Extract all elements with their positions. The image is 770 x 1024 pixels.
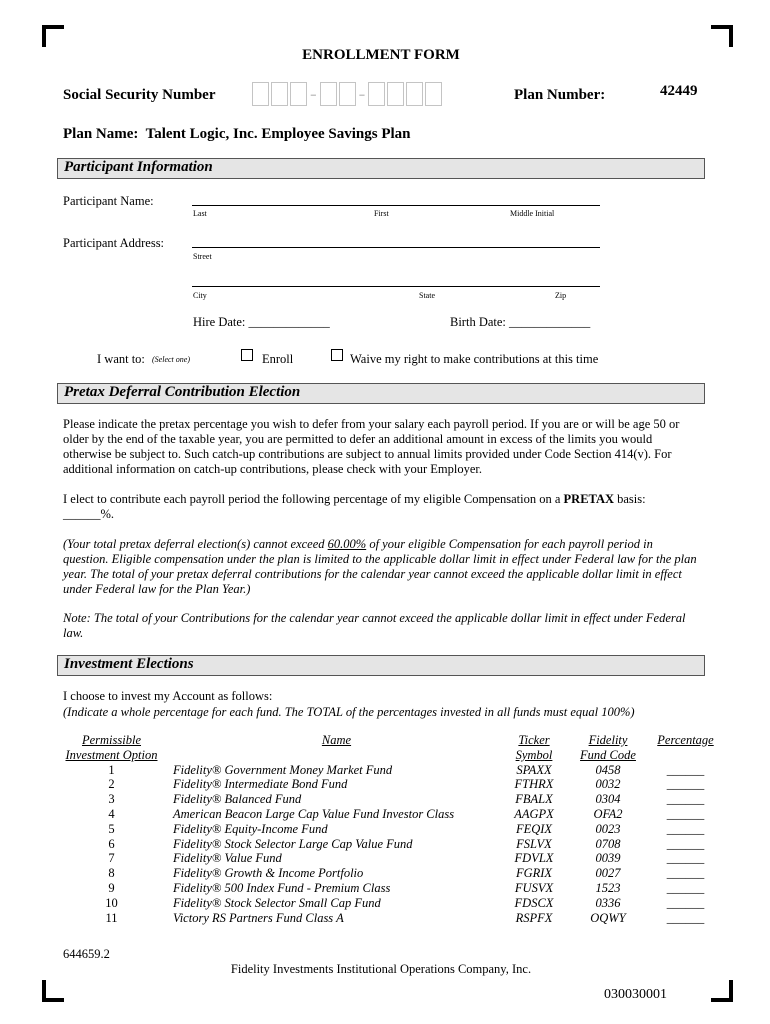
fund-percentage-blank[interactable]: ______ (666, 866, 705, 881)
participant-section-header (57, 158, 705, 179)
table-row (63, 896, 723, 911)
table-header-row-2 (63, 748, 723, 763)
plan-number-label: Plan Number: (514, 87, 606, 103)
fund-ticker: AAGPX (514, 806, 554, 821)
company-name: Fidelity Investments Institutional Operations Company, Inc. (230, 962, 532, 976)
fund-ticker: FBALX (515, 792, 553, 807)
limit-percentage: 60.00% (327, 537, 367, 551)
fund-code: 0023 (595, 821, 621, 836)
limit-text-start: (Your total pretax deferral election(s) cannot exceed (63, 537, 328, 551)
corner-mark-bottom-left (42, 980, 64, 1002)
col-ticker-header: Ticker (518, 733, 550, 747)
col-option-header-2: Investment Option (65, 747, 158, 762)
col-ticker-header-2: Symbol (515, 747, 553, 762)
fund-name: Fidelity® Value Fund (173, 851, 282, 866)
participant-name-label: Participant Name: (63, 194, 154, 208)
table-header-row (63, 733, 723, 748)
corner-mark-bottom-right (711, 980, 733, 1002)
fund-option-number: 10 (105, 895, 118, 910)
table-row (63, 822, 723, 837)
fund-code: 0458 (595, 762, 621, 777)
fund-option-number: 5 (108, 821, 115, 836)
fund-option-number: 7 (108, 851, 115, 866)
waive-label: Waive my right to make contributions at this time (350, 352, 599, 366)
election-percentage-blank[interactable]: ______%. (63, 507, 115, 521)
middle-initial-caption: Middle Initial (510, 209, 555, 218)
fund-ticker: FSLVX (516, 836, 552, 851)
fund-ticker: FGRIX (515, 866, 553, 881)
section-title: Investment Elections (64, 656, 194, 672)
fund-code: 0027 (595, 866, 621, 881)
fund-percentage-blank[interactable]: ______ (666, 821, 705, 836)
table-row (63, 777, 723, 792)
fund-name: Fidelity® 500 Index Fund - Premium Class (173, 880, 391, 895)
fund-option-number: 2 (108, 777, 115, 792)
ssn-label: Social Security Number (63, 87, 216, 103)
fund-name: Fidelity® Balanced Fund (173, 792, 302, 807)
want-to-label: I want to: (97, 352, 145, 366)
table-row (63, 763, 723, 778)
investment-section-header (57, 655, 705, 676)
select-one-hint: (Select one) (152, 355, 190, 364)
fund-code: 0304 (595, 792, 621, 807)
fund-ticker: RSPFX (515, 910, 553, 925)
state-caption: State (419, 291, 435, 300)
pretax-instructions: Please indicate the pretax percentage you wish to defer from your salary each payroll period. If you are or will be age 50 or older by the end of the taxable year, you are permitted to defer an additional amount in excess of the limits you would otherwise be subject to. Such catch-up contributions are subject to annual limits provided under Code Section 414(v). For additional information on catch-up contributions, please check with your Employer. (63, 417, 680, 476)
fund-name: Fidelity® Equity-Income Fund (173, 821, 328, 836)
fund-code: OQWY (590, 910, 626, 925)
birth-date-field[interactable]: Birth Date: _____________ (450, 315, 591, 329)
fund-percentage-blank[interactable]: ______ (666, 777, 705, 792)
fund-name: Fidelity® Stock Selector Large Cap Value Fund (173, 836, 413, 851)
investment-table (63, 733, 723, 925)
street-field[interactable] (192, 247, 600, 248)
fund-option-number: 9 (108, 880, 115, 895)
fund-option-number: 8 (108, 866, 115, 881)
fund-code: 0708 (595, 836, 621, 851)
table-row (63, 911, 723, 926)
federal-limit-note: Note: The total of your Contributions for the calendar year cannot exceed the applicable dollar limit in effect under Federal law. (63, 611, 686, 640)
participant-name-field[interactable] (192, 205, 600, 206)
fund-percentage-blank[interactable]: ______ (666, 880, 705, 895)
fund-code: 0336 (595, 895, 621, 910)
fund-percentage-blank[interactable]: ______ (666, 851, 705, 866)
fund-ticker: FEQIX (515, 821, 553, 836)
section-title: Participant Information (64, 159, 213, 175)
election-basis: basis: (614, 492, 646, 506)
fund-code: 0032 (595, 777, 621, 792)
corner-mark-top-right (711, 25, 733, 47)
enroll-checkbox[interactable] (241, 349, 253, 361)
fund-percentage-blank[interactable]: ______ (666, 762, 705, 777)
city-caption: City (193, 291, 207, 300)
fund-ticker: FDSCX (514, 895, 554, 910)
fund-code: 1523 (595, 880, 621, 895)
fund-percentage-blank[interactable]: ______ (666, 910, 705, 925)
plan-number: 42449 (660, 83, 698, 99)
col-name-header: Name (321, 733, 352, 747)
corner-mark-top-left (42, 25, 64, 47)
fund-option-number: 11 (105, 910, 118, 925)
document-id: 644659.2 (63, 947, 110, 961)
form-code: 030030001 (604, 987, 667, 1002)
fund-ticker: SPAXX (516, 762, 552, 777)
table-row (63, 837, 723, 852)
pretax-emphasis: PRETAX (563, 492, 614, 506)
fund-percentage-blank[interactable]: ______ (666, 836, 705, 851)
zip-caption: Zip (555, 291, 567, 300)
fund-name: Fidelity® Stock Selector Small Cap Fund (173, 895, 381, 910)
fund-percentage-blank[interactable]: ______ (666, 895, 705, 910)
participant-address-label: Participant Address: (63, 236, 165, 250)
hire-date-field[interactable]: Hire Date: _____________ (193, 315, 330, 329)
fund-ticker: FTHRX (514, 777, 554, 792)
street-caption: Street (193, 252, 212, 261)
section-title: Pretax Deferral Contribution Election (64, 384, 301, 400)
first-name-caption: First (374, 209, 389, 218)
table-row (63, 807, 723, 822)
fund-percentage-blank[interactable]: ______ (666, 806, 705, 821)
fund-code: 0039 (595, 851, 621, 866)
col-percentage-header: Percentage (657, 733, 714, 747)
last-name-caption: Last (193, 209, 207, 218)
fund-ticker: FDVLX (514, 851, 554, 866)
investment-intro: I choose to invest my Account as follows: (63, 689, 273, 703)
table-row (63, 792, 723, 807)
fund-option-number: 1 (108, 762, 115, 777)
fund-code: OFA2 (593, 806, 623, 821)
table-row (63, 866, 723, 881)
col-fundcode-header: Fidelity (588, 733, 628, 747)
form-title: ENROLLMENT FORM (302, 47, 460, 63)
pretax-section-header (57, 383, 705, 404)
fund-option-number: 3 (108, 792, 115, 807)
col-option-header: Permissible (81, 733, 142, 747)
fund-option-number: 6 (108, 836, 115, 851)
enroll-label: Enroll (262, 352, 294, 366)
pretax-election (63, 492, 698, 522)
fund-ticker: FUSVX (514, 880, 554, 895)
investment-instruction: (Indicate a whole percentage for each fund. The TOTAL of the percentages invested in all funds must equal 100%) (63, 705, 635, 719)
ssn-input[interactable]: - - (252, 82, 444, 106)
table-row (63, 851, 723, 866)
election-text: I elect to contribute each payroll period the following percentage of my eligible Compensation on a (63, 492, 564, 506)
pretax-limit-note (63, 537, 698, 597)
fund-option-number: 4 (108, 806, 115, 821)
city-state-zip-field[interactable] (192, 286, 600, 287)
col-fundcode-header-2: Fund Code (580, 747, 636, 762)
fund-name: Fidelity® Growth & Income Portfolio (173, 866, 364, 881)
fund-percentage-blank[interactable]: ______ (666, 792, 705, 807)
waive-checkbox[interactable] (331, 349, 343, 361)
plan-name: Plan Name: Talent Logic, Inc. Employee Savings Plan (63, 126, 411, 142)
limit-text-end: of your eligible Compensation for each payroll period in question. Eligible compensation under the plan is limited to the applicable dollar limit in effect under Federal law for the plan year. The total of your pretax deferral contributions for the calendar year cannot exceed the applicable dollar limit in effect under Federal law for the Plan Year.) (63, 537, 697, 596)
fund-name: Fidelity® Government Money Market Fund (173, 762, 393, 777)
fund-name: Victory RS Partners Fund Class A (173, 910, 344, 925)
table-row (63, 881, 723, 896)
fund-name: Fidelity® Intermediate Bond Fund (173, 777, 348, 792)
fund-name: American Beacon Large Cap Value Fund Investor Class (173, 806, 455, 821)
